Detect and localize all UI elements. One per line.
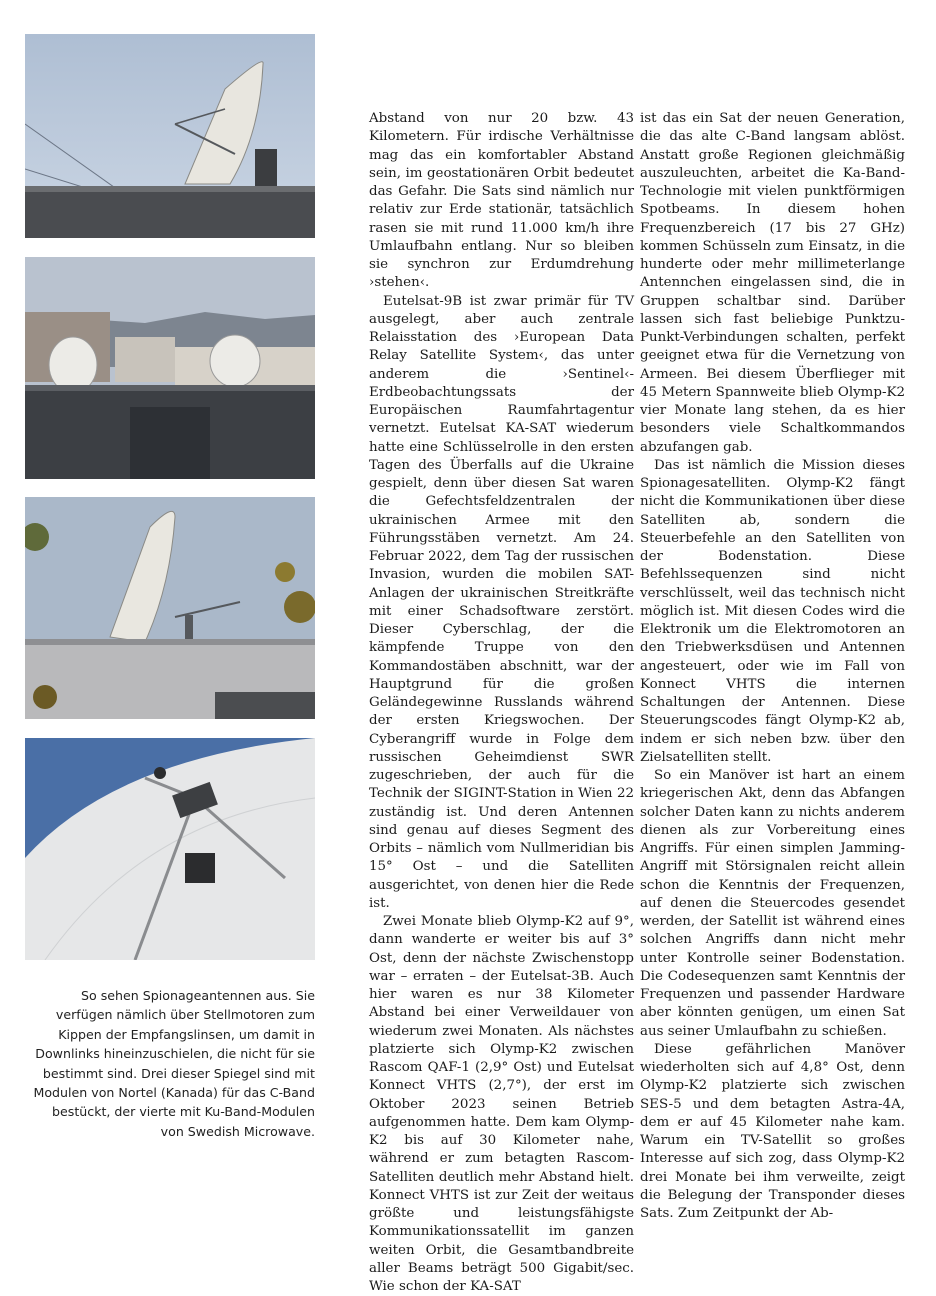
text-column-2 [640,110,905,1223]
paragraph: Diese gefährlichen Manöver wiederholten sich auf 4,8° Ost, denn Olymp-K2 platzierte sich zwischen SES-5 und dem betagten Astra-4A, dem er auf 45 Kilometer nahe kam. Warum ein TV-Satellit so großes Interesse auf sich zog, dass Olymp-K2 drei Monate bei ihm verweilte, zeigt die Belegung der Transponder dieses Sats. Zum Zeitpunkt der Ab- [640,1041,905,1221]
text-column-1 [369,110,634,1296]
paragraph: So ein Manöver ist hart an einem kriegerischen Akt, denn das Abfangen solcher Daten kann zu nichts anderem dienen als zur Vorbereitung eines Angriffs. Für einen simplen Jamming-Angriff mit Störsignalen reicht allein schon die Kenntnis der Frequenzen, auf denen die Steuercodes gesendet werden, der Satellit ist während eines solchen Angriffs dann nicht mehr unter Kontrolle seiner Bodenstation. Die Codesequenzen samt Kenntnis der Frequenzen und passender Hardware aber könnten genügen, um einen Sat aus seiner Umlaufbahn zu schießen. [640,768,905,1039]
photo-caption: So sehen Spionageantennen aus. Sie verfügen nämlich über Stellmotoren zum Kippen der Empfangslinsen, um damit in Downlinks hineinzuschielen, die nicht für sie bestimmt sind. Drei dieser Spiegel sind mit Modulen von Nortel (Kanada) für das C-Band bestückt, der vierte mit Ku-Band-Modulen von Swedish Microwave. [33,988,315,1139]
paragraph: ist das ein Sat der neuen Generation, die das alte C-Band langsam ablöst. Anstatt große Regionen gleichmäßig auszuleuchten, arbeitet die Ka-Band-Technologie mit vielen punktförmigen Spotbeams. In diesem hohen Frequenzbereich (17 bis 27 GHz) kommen Schüsseln zum Einsatz, in die hunderte oder mehr millimeterlange Antennchen eingelassen sind, die in Gruppen schaltbar sind. Darüber lassen sich fast beliebige Punktzu-Punkt-Verbindungen schalten, perfekt geeignet etwa für die Vernetzung von Armeen. Bei diesem Überflieger mit 45 Metern Spannweite blieb Olymp-K2 vier Monate lang stehen, da es hier besonders viele Schaltkommandos abzufangen gab. [640,111,905,455]
photo-satellite-dish-roof [25,34,315,238]
photo-dish-closeup [25,738,315,960]
paragraph: Zwei Monate blieb Olymp-K2 auf 9°, dann wanderte er weiter bis auf 3° Ost, denn der nächste Zwischenstopp war – erraten – der Eutelsat-3B. Auch hier waren es nur 38 Kilometer Abstand bei einer Verweildauer von wiederum zwei Monaten. Als nächstes platzierte sich Olymp-K2 zwischen Rascom QAF-1 (2,9° Ost) und Eutelsat Konnect VHTS (2,7°), der erst im Oktober 2023 seinen Betrieb aufgenommen hatte. Dem kam Olymp-K2 bis auf 30 Kilometer nahe, während er zum betagten Rascom-Satelliten deutlich mehr Abstand hielt. Konnect VHTS ist zur Zeit der weitaus größte und leistungsfähigste Kommunikationssatellit im ganzen weiten Orbit, die Gesamtbandbreite aller Beams beträgt 500 Gigabit/sec. Wie schon der KA-SAT [369,914,634,1294]
paragraph: Das ist nämlich die Mission dieses Spionagesatelliten. Olymp-K2 fängt nicht die Kommunikationen über diese Satelliten ab, sondern die Steuerbefehle an den Satelliten von der Bodenstation. Diese Befehlssequenzen sind nicht verschlüsselt, weil das technisch nicht möglich ist. Mit diesen Codes wird die Elektronik um die Elektromotoren an den Triebwerksdüsen und Antennen angesteuert, oder wie im Fall von Konnect VHTS die internen Schaltungen der Antennen. Diese Steuerungscodes fängt Olymp-K2 ab, indem er sich neben bzw. über den Zielsatelliten stellt. [640,457,905,765]
photo-two-dishes-city [25,257,315,479]
paragraph: Eutelsat-9B ist zwar primär für TV ausgelegt, aber auch zentrale Relaisstation des ›European Data Relay Satellite System‹, das unter anderem die ›Sentinel‹-Erdbeobachtungssats der Europäischen Raumfahrtagentur vernetzt. Eutelsat KA-SAT wiederum hatte eine Schlüsselrolle in den ersten Tagen des Überfalls auf die Ukraine gespielt, denn über diesen Sat waren die Gefechtsfeldzentralen der ukrainischen Armee mit den Führungsstäben vernetzt. Am 24. Februar 2022, dem Tag der russischen Invasion, wurden die mobilen SAT-Anlagen der ukrainischen Streitkräfte mit einer Schadsoftware zerstört. Dieser Cyberschlag, der die kämpfende Truppe von den Kommandostäben abschnitt, war der Hauptgrund für die großen Geländegewinne Russlands während der ersten Kriegswochen. Der Cyberangriff wurde in Folge dem russischen Geheimdienst SWR zugeschrieben, der auch für die Technik der SIGINT-Station in Wien 22 zuständig ist. Und deren Antennen sind genau auf dieses Segment des Orbits – nämlich vom Nullmeridian bis 15° Ost – und die Satelliten ausgerichtet, von denen hier die Rede ist. [369,293,634,911]
paragraph: Abstand von nur 20 bzw. 43 Kilometern. Für irdische Verhältnisse mag das ein komfortabler Abstand sein, im geostationären Orbit bedeutet das Gefahr. Die Sats sind nämlich nur relativ zur Erde stationär, tatsächlich rasen sie mit rund 11.000 km/h ihre Umlaufbahn entlang. Nur so bleiben sie synchron zur Erdumdrehung ›stehen‹. [369,111,634,291]
photo-dish-trees [25,497,315,719]
